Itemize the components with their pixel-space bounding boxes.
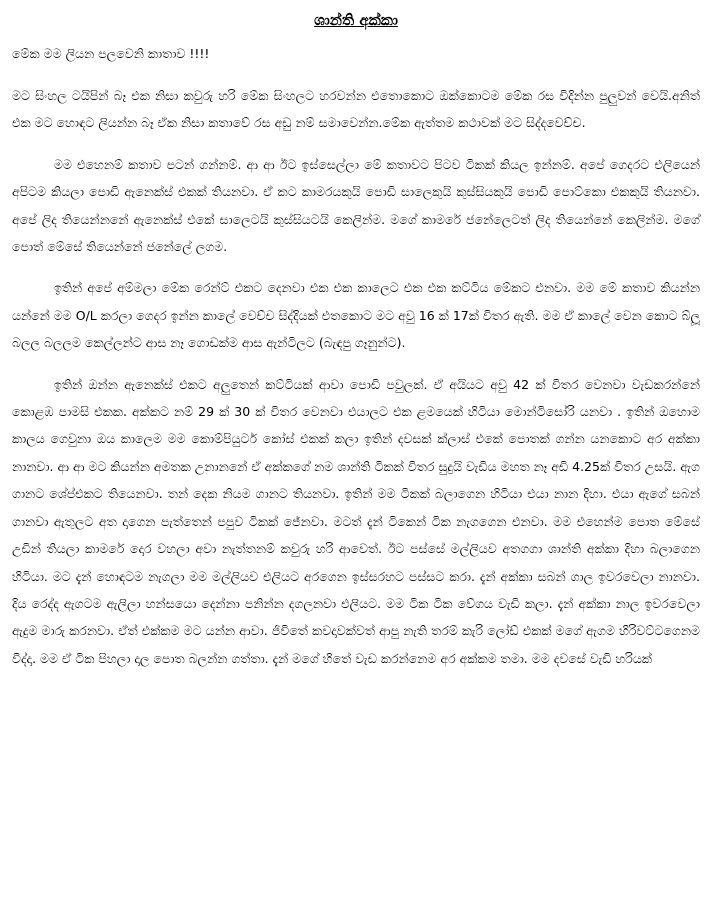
paragraph-1: මට සිංහල ටයිපින් බෑ එක නිසා කවුරු හරි මේක සිංහලට හරවන්න එතොකොට ඔක්කොටම මේක රස විදින්න පුලුවන් වෙයි.අනිත් එක මට හොඳට ලියන්න බෑ ඒක නිසා කතාවේ රස අඩු නම් සමාවෙන්න.මේක ඇත්තම කථාවක් මට සිද්දවෙච්ච.	[12, 88, 700, 131]
paragraph-4: ඉතින් ඔන්න ඇනෙක්ස් එකට අලුතෙන් කට්ටියක් ආවා පොඩි පවුලක්. ඒ අයියට අවු 42 ක් විතර වෙනවා වැඩකරන්නේ කොළඹ පාමසි එකක. අක්කට නම් 29 ක් 30 ක් විතර වෙනවා එයාලට එක ළමයෙක් හිටියා මොන්ටිසෝරි යනවා . ඉතින් ඔහොම කාලය ගෙවුනා ඔය කාලෙම මම කොම්පියුටර් කෝස් එකක් කලා ඉතින් දවසක් ක්ලාස් එකේ පොතක් ගන්න යනකොට අර අක්කා නානවා. ආ ආ මට කියන්න අමතක උනානනේ ඒ අක්කගේ නම ශාන්ති ටිකක් විතර සුදුයි වැඩිය මහත නෑ අඩි 4.25ක් විතර උසයි. ඇග ගානට ශේප්එකට තියෙනවා. තන් දෙක නියම ගානට තියනවා. ඉතින් මම ටිකක් බලාගෙන හිටියා එයා නාන දිහා. එයා ඇගේ සබන් ගානවා ඇතුලට අත දාගෙන පැත්තෙන් පපුව ටිකක් ජේනවා. මටත් දැන් ටිකෙන් ටික නැගගෙන එනවා. මම එහෙන්ම පොත මේසේ උඩින් තියලා කාමරේ දොර වහලා අවා නැත්තනම් කවුරු හරි ආවෙත්. ඊට පස්සේ මල්ලියව අතගගා ශාන්ති අක්කා දිහා බලාගෙන හිටියා. මට දැන් හොඳටම නැගලා මම මල්ලියව එලියට අරගෙන ඉස්සරහට පස්සට කරා. දැන් අක්කා සබන් ගාල ඉවරවෙලා නානවා. දිය රෙද්ද ඇගටම ඇලිලා හන්සයො දෙන්නා පනින්න දගලනවා එලියට. මම ටික ටික වේගය වැඩි කලා. දැන් අක්කා නාල ඉවරවෙලා ඇදුම මාරු කරනවා. ඒත් එක්කම මට යන්න ආවා. ජිවිතේ කවදාවක්වත් ආපු නැති තරම් කැරි ලෝඩ් එකක් මගේ ඇගම හිරිවට්ටගෙනම විද්දා. මම ඒ ටික පිහලා දාල පොත බලන්න ගත්තා. දැන් මගේ හිතේ වැඩ කරන්නෙම අර අක්කම තමා. මම දවසේ වැඩි හරියක්	[12, 376, 700, 666]
document-title: ශාන්ති අක්කා	[314, 11, 398, 29]
intro-line: මේක මම ලියන පලවෙනි කාතාව !!!!	[12, 46, 210, 61]
paragraph-3: ඉතින් අපේ අම්මලා මේක රෙන්ට් එකට දෙනවා එක එක කාලෙට එක එක කට්ටිය මේකට එනවා. මම මේ කතාව කියන්න යන්නේ මම O/L කරලා ගෙදර ඉන්න කාලේ වෙච්ච සිද්දියක් එතකොට මට අවු 16 ක් 17ක් විතර ඇති. මම ඒ කාලේ වෙන කොට බ්ලූ බලල බලලම කෙල්ලන්ට ආස නෑ ගොඩක්ම ආස ඇන්ටිලට (බැඳපු ගෑනුන්ට).	[12, 280, 700, 351]
paragraph-2: මම එහෙනම් කතාව පටන් ගන්නම්. ආ ආ ඊට ඉස්සෙල්ලා මේ කතාවට පිටව ටිකක් කියල ඉන්නම්. අපේ ගෙදරට එලියෙන් අපිටම කියලා පොඩි ඇනෙක්ස් එකක් තියනවා. ඒ කට කාමරයකුයි පොඩි සාලෙකුයි කුස්සියකුයි පොඩි පොට්කො එකකුයි තියනවා. අපේ ලිද තියෙන්නනේ ඇනෙක්ස් එකේ සාලෙටයි කුස්සියටයි කෙලින්ම. මගේ කාමරේ ජනේලෙටත් ලිද තියෙන්නේ කෙලින්ම. මගේ පොත් මේසේ තියෙන්නේ ජනේලේ ලගම.	[12, 156, 700, 255]
